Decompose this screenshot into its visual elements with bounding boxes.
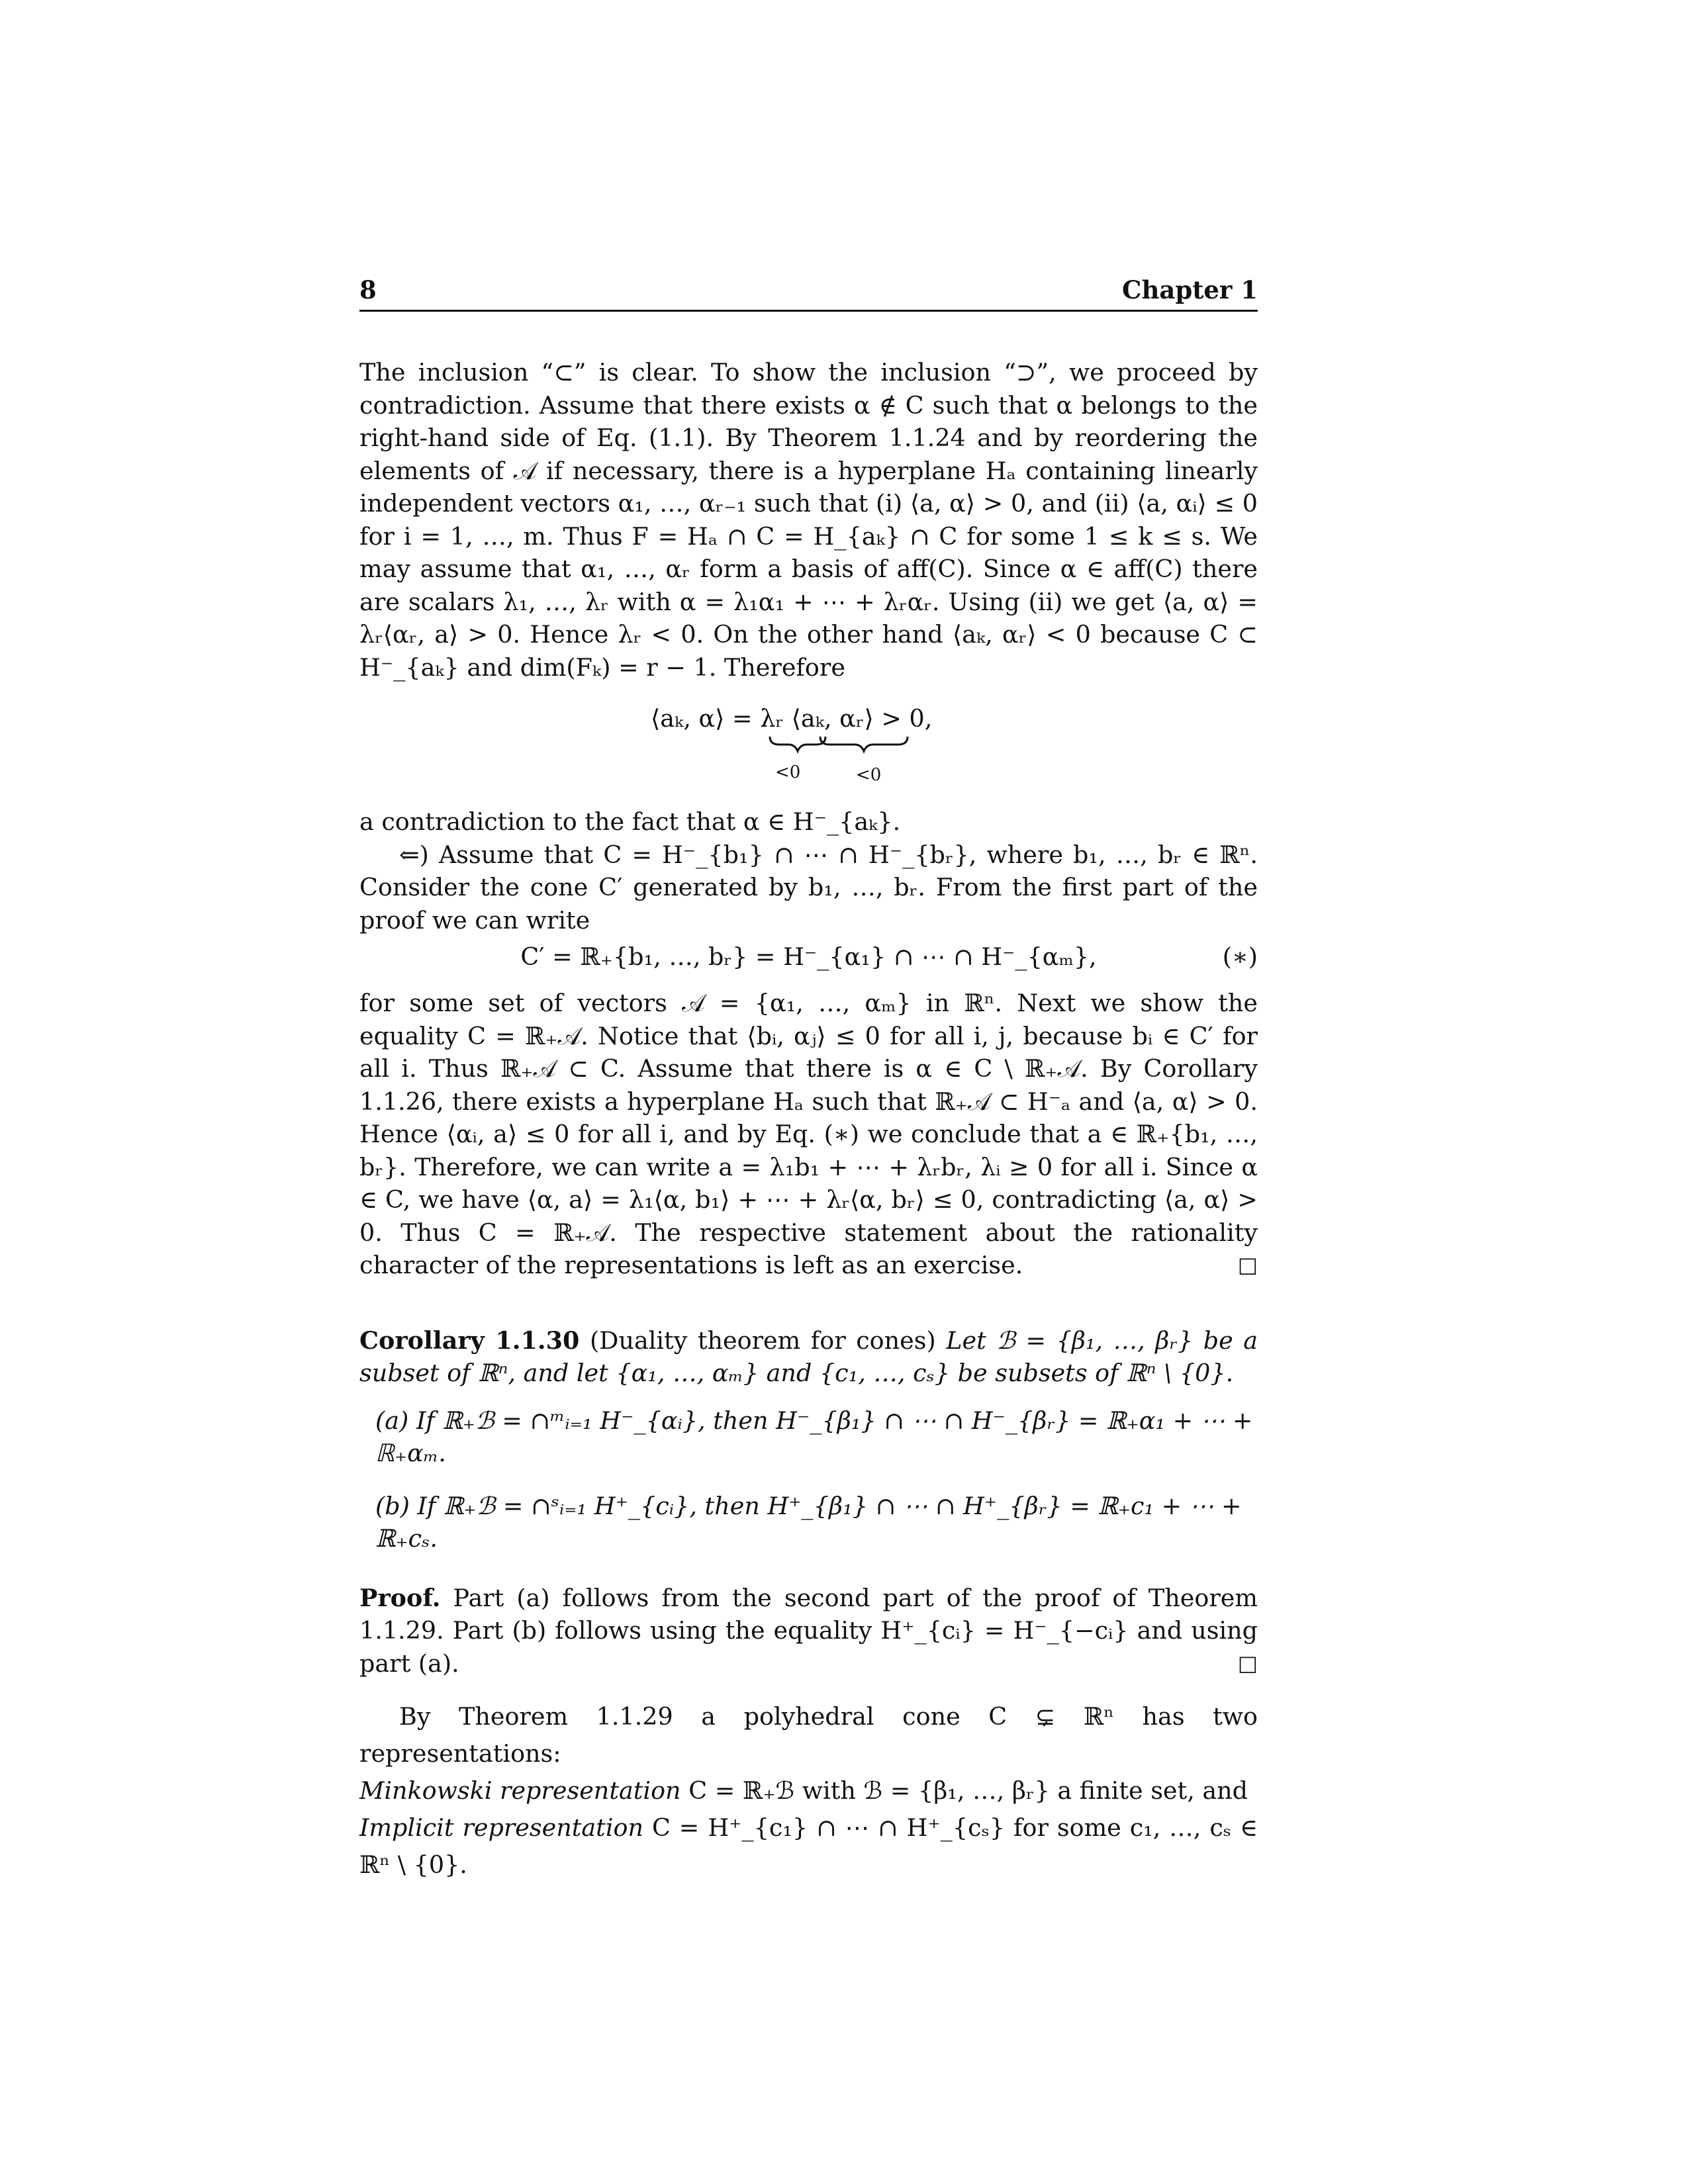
chapter-title: Chapter 1 xyxy=(1122,275,1258,304)
underbrace-icon xyxy=(359,696,1258,795)
representations-intro: By Theorem 1.1.29 a polyhedral cone C ⊊ ℝⁿ has two representations: xyxy=(359,1702,1258,1768)
corollary-text: Let ℬ = {β₁, …, βᵣ} be a subset of ℝⁿ, and let {α₁, …, αₘ} and {c₁, …, cₛ} be subsets of ℝⁿ \ {0}. xyxy=(359,1326,1258,1387)
proof-paragraph-1: The inclusion “⊂” is clear. To show the inclusion “⊃”, we proceed by contradiction. Assume that there exists α ∉ C such that α belongs to the right-hand side of Eq. (1.1). By Theorem 1.1.24 and by reordering the elements of 𝒜 if necessary, there is a hyperplane Hₐ containing linearly independent vectors α₁, …, αᵣ₋₁ such that (i) ⟨a, α⟩ > 0, and (ii) ⟨a, αᵢ⟩ ≤ 0 for i = 1, …, m. Thus F = Hₐ ∩ C = H_{aₖ} ∩ C for some 1 ≤ k ≤ s. We may assume that α₁, …, αᵣ form a basis of aff(C). Since α ∈ aff(C) there are scalars λ₁, …, λᵣ with α = λ₁α₁ + ⋯ + λᵣαᵣ. Using (ii) we get ⟨a, α⟩ = λᵣ⟨αᵣ, a⟩ > 0. Hence λᵣ < 0. On the other hand ⟨aₖ, αᵣ⟩ < 0 because C ⊂ H⁻_{aₖ} and dim(Fₖ) = r − 1. Therefore xyxy=(359,358,1258,682)
implicit-text: C = H⁺_{c₁} ∩ ⋯ ∩ H⁺_{cₛ} for some c₁, …, cₛ ∈ ℝⁿ \ {0}. xyxy=(359,1813,1258,1879)
corollary-title: (Duality theorem for cones) xyxy=(589,1326,936,1355)
page-body xyxy=(359,356,1258,1884)
corollary-block xyxy=(359,1324,1258,1555)
page-number: 8 xyxy=(359,275,377,304)
proof-paragraph-3: ⇐) Assume that C = H⁻_{b₁} ∩ ⋯ ∩ H⁻_{bᵣ}, where b₁, …, bᵣ ∈ ℝⁿ. Consider the cone C′ generated by b₁, …, bᵣ. From the first part of the proof we can write xyxy=(359,840,1258,934)
underbrace-label-2: <0 xyxy=(856,765,882,785)
equation-term-lambda: λᵣ xyxy=(760,704,784,733)
proof-paragraph-4 xyxy=(359,987,1258,1282)
corollary-label: Corollary 1.1.30 xyxy=(359,1326,580,1355)
qed-symbol: □ xyxy=(1237,1252,1258,1277)
equation-term-inner-product: ⟨aₖ, αᵣ⟩ xyxy=(791,704,874,733)
corollary-item-a: (a) If ℝ₊ℬ = ∩ᵐᵢ₌₁ H⁻_{αᵢ}, then H⁻_{β₁} ∩ ⋯ ∩ H⁻_{βᵣ} = ℝ₊α₁ + ⋯ + ℝ₊αₘ. xyxy=(375,1406,1253,1467)
proof-paragraph-4-text: for some set of vectors 𝒜 = {α₁, …, αₘ} in ℝⁿ. Next we show the equality C = ℝ₊𝒜. Notice that ⟨bᵢ, αⱼ⟩ ≤ 0 for all i, j, because bᵢ ∈ C′ for all i. Thus ℝ₊𝒜 ⊂ C. Assume that there is α ∈ C \ ℝ₊𝒜. By Corollary 1.1.26, there exists a hyperplane Hₐ such that ℝ₊𝒜 ⊂ H⁻ₐ and ⟨a, α⟩ > 0. Hence ⟨αᵢ, a⟩ ≤ 0 for all i, and by Eq. (∗) we conclude that a ∈ ℝ₊{b₁, …, bᵣ}. Therefore, we can write a = λ₁b₁ + ⋯ + λᵣbᵣ, λᵢ ≥ 0 for all i. Since α ∈ C, we have ⟨α, a⟩ = λ₁⟨α, b₁⟩ + ⋯ + λᵣ⟨α, bᵣ⟩ ≤ 0, contradicting ⟨a, α⟩ > 0. Thus C = ℝ₊𝒜. The respective statement about the rationality character of the representations is left as an exercise. xyxy=(359,989,1258,1279)
equation-star-formula: C′ = ℝ₊{b₁, …, bᵣ} = H⁻_{α₁} ∩ ⋯ ∩ H⁻_{αₘ}, xyxy=(520,942,1097,971)
qed-symbol-2: □ xyxy=(1237,1650,1258,1676)
corollary-statement xyxy=(359,1324,1258,1390)
equation-star-tag: (∗) xyxy=(1222,942,1258,971)
implicit-label: Implicit representation xyxy=(359,1813,644,1842)
proof-paragraph-2: a contradiction to the fact that α ∈ H⁻_{aₖ}. xyxy=(359,807,901,836)
implicit-line xyxy=(359,1809,1258,1884)
underbrace-equation xyxy=(359,696,1258,795)
equation-star xyxy=(359,940,1258,980)
minkowski-text: C = ℝ₊ℬ with ℬ = {β₁, …, βᵣ} a finite set, and xyxy=(688,1776,1248,1805)
page-header xyxy=(359,273,1258,312)
equation-lhs: ⟨aₖ, α⟩ = xyxy=(651,704,761,733)
proof-text: Part (a) follows from the second part of the proof of Theorem 1.1.29. Part (b) follows using the equality H⁺_{cᵢ} = H⁻_{−cᵢ} and using part (a). xyxy=(359,1583,1258,1678)
corollary-item-b: (b) If ℝ₊ℬ = ∩ˢᵢ₌₁ H⁺_{cᵢ}, then H⁺_{β₁} ∩ ⋯ ∩ H⁺_{βᵣ} = ℝ₊c₁ + ⋯ + ℝ₊cₛ. xyxy=(375,1491,1242,1553)
corollary-proof xyxy=(359,1582,1258,1680)
minkowski-label: Minkowski representation xyxy=(359,1776,681,1805)
underbrace-label-1: <0 xyxy=(775,762,801,782)
minkowski-line xyxy=(359,1772,1258,1809)
proof-label: Proof. xyxy=(359,1583,441,1612)
representations-block xyxy=(359,1698,1258,1884)
equation-rhs: > 0, xyxy=(873,704,933,733)
